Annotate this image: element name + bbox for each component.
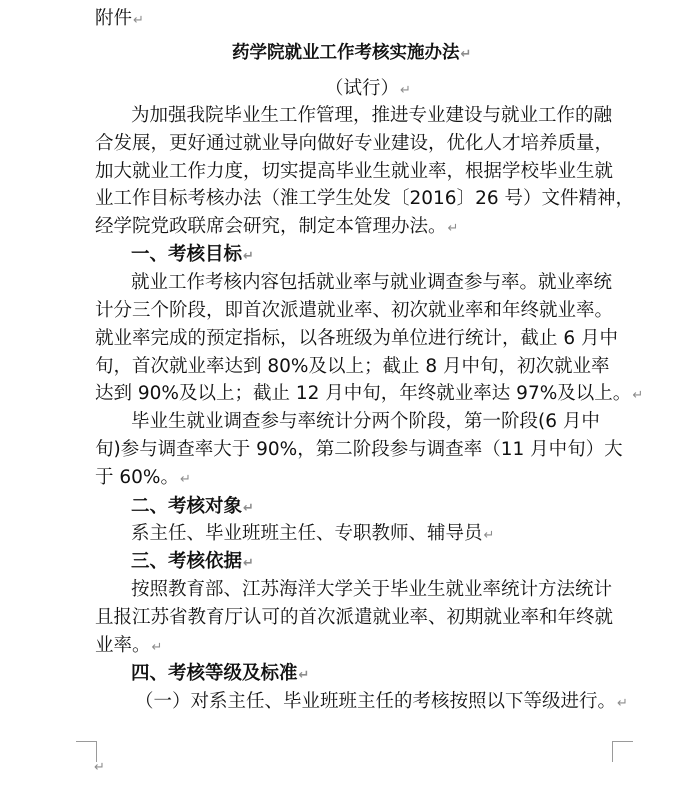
section3-body-line: 业率。↵ bbox=[95, 635, 163, 656]
page-corner-mark-left bbox=[76, 741, 97, 762]
page-corner-mark-right bbox=[612, 741, 633, 762]
intro-line: 经学院党政联席会研究，制定本管理办法。↵ bbox=[95, 216, 459, 237]
paragraph-mark: ↵ bbox=[243, 556, 254, 571]
section1-para2-line: 毕业生就业调查参与率统计分两个阶段，第一阶段(6 月中 bbox=[131, 411, 600, 432]
paragraph-mark: ↵ bbox=[632, 388, 644, 403]
section-heading: 二、考核对象↵ bbox=[131, 496, 254, 517]
paragraph-mark: ↵ bbox=[94, 760, 105, 775]
paragraph-mark: ↵ bbox=[243, 249, 254, 264]
section-heading: 三、考核依据↵ bbox=[131, 551, 254, 572]
section-heading: 四、考核等级及标准↵ bbox=[131, 663, 310, 684]
paragraph-mark: ↵ bbox=[133, 13, 144, 28]
section1-para1-line: 就业工作考核内容包括就业率与就业调查参与率。就业率统 bbox=[131, 272, 613, 293]
document-subtitle: （试行）↵ bbox=[325, 78, 411, 99]
section1-para1-line: 计分三个阶段，即首次派遣就业率、初次就业率和年终就业率。 bbox=[95, 300, 614, 321]
paragraph-mark: ↵ bbox=[447, 221, 459, 236]
paragraph-mark: ↵ bbox=[460, 47, 472, 62]
paragraph-mark: ↵ bbox=[151, 640, 163, 655]
intro-line: 为加强我院毕业生工作管理，推进专业建设与就业工作的融 bbox=[131, 105, 613, 126]
section3-body-line: 按照教育部、江苏海洋大学关于毕业生就业率统计方法统计 bbox=[131, 579, 613, 600]
section3-body-line: 且报江苏省教育厅认可的首次派遣就业率、初期就业率和年终就 bbox=[95, 607, 614, 628]
paragraph-mark: ↵ bbox=[400, 83, 411, 98]
section-heading: 一、考核目标↵ bbox=[131, 244, 254, 265]
intro-line: 合发展，更好通过就业导向做好专业建设，优化人才培养质量， bbox=[95, 133, 614, 154]
paragraph-mark: ↵ bbox=[298, 668, 310, 683]
section1-para2-line: 旬)参与调查率大于 90%，第二阶段参与调查率（11 月中旬）大 bbox=[95, 439, 623, 460]
section1-para2-line: 于 60%。↵ bbox=[95, 467, 191, 488]
section1-para1-line: 就业率完成的预定指标，以各班级为单位进行统计，截止 6 月中 bbox=[95, 328, 619, 349]
paragraph-mark: ↵ bbox=[243, 501, 254, 516]
paragraph-mark: ↵ bbox=[617, 696, 628, 711]
section1-para1-line: 达到 90%及以上；截止 12 月中旬，年终就业率达 97%及以上。↵ bbox=[95, 383, 644, 404]
attachment-label: 附件↵ bbox=[95, 8, 144, 29]
section2-body: 系主任、毕业班班主任、专职教师、辅导员↵ bbox=[131, 523, 495, 544]
intro-line: 加大就业工作力度，切实提高毕业生就业率，根据学校毕业生就 bbox=[95, 161, 614, 182]
paragraph-mark: ↵ bbox=[483, 528, 495, 543]
paragraph-mark: ↵ bbox=[180, 472, 191, 487]
document-title: 药学院就业工作考核实施办法↵ bbox=[232, 43, 472, 63]
section4-item: （一）对系主任、毕业班班主任的考核按照以下等级进行。↵ bbox=[135, 691, 628, 712]
intro-line: 业工作目标考核办法（淮工学生处发〔2016〕26 号）文件精神， bbox=[95, 188, 635, 209]
section1-para1-line: 旬，首次就业率达到 80%及以上；截止 8 月中旬，初次就业率 bbox=[95, 356, 610, 377]
